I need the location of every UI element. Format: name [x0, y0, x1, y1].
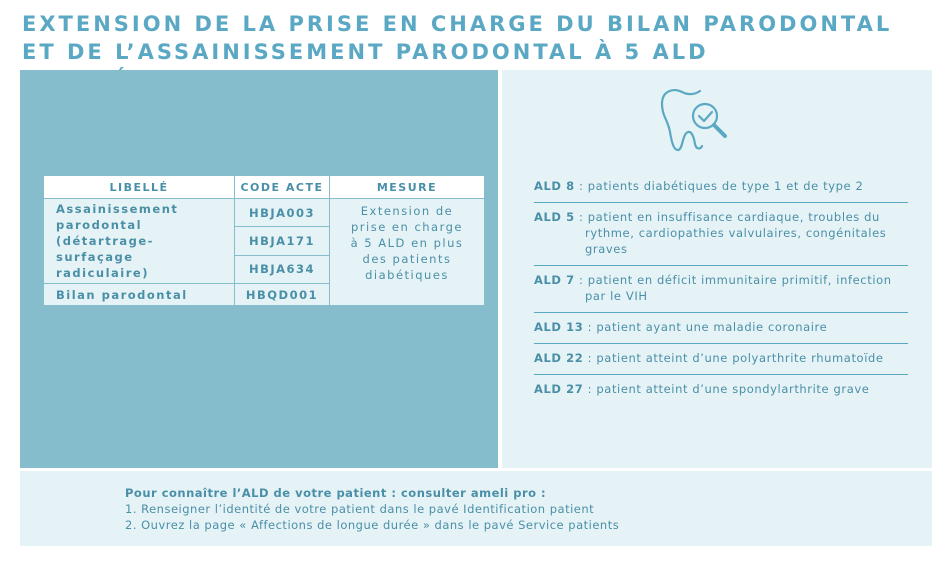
ald-sep: :: [579, 210, 588, 224]
ald-item: [534, 203, 908, 266]
ald-sep: :: [587, 351, 597, 365]
code-acte-cell: HBJA634: [235, 255, 330, 283]
ald-text: patient en insuffisance cardiaque, troubles du: [587, 210, 880, 224]
code-acte-cell: HBQD001: [235, 284, 330, 306]
ald-instructions: [125, 485, 619, 533]
ald-list: [534, 172, 908, 405]
mesure-line: à 5 ALD en plus: [350, 236, 464, 250]
code-acte-cell: HBJA171: [235, 227, 330, 255]
ald-code: ALD 22: [534, 351, 584, 365]
instructions-heading: Pour connaître l’ALD de votre patient : consulter ameli pro :: [125, 486, 547, 500]
header-code-acte: CODE ACTE: [235, 176, 330, 199]
ald-item: [534, 375, 908, 405]
ald-code: ALD 27: [534, 382, 584, 396]
code-acte-cell: HBJA003: [235, 199, 330, 227]
table-header-row: [44, 176, 485, 199]
ald-code: ALD 7: [534, 273, 575, 287]
ald-text: patient atteint d’une spondylarthrite grave: [596, 382, 870, 396]
table-row: [44, 199, 485, 227]
mesure-line: prise en charge: [350, 220, 464, 234]
ald-text: patient en déficit immunitaire primitif, infection: [587, 273, 892, 287]
instructions-step-2: 2. Ouvrez la page « Affections de longue durée » dans le pavé Service patients: [125, 518, 620, 532]
ald-sep: :: [587, 382, 597, 396]
ald-item: [534, 313, 908, 344]
mesure-line: diabétiques: [365, 268, 449, 282]
ald-sep: :: [579, 273, 588, 287]
ald-text: graves: [585, 242, 628, 256]
ald-code: ALD 13: [534, 320, 584, 334]
mesure-line: des patients: [362, 252, 452, 266]
tooth-magnifier-icon: [658, 86, 730, 154]
libelle-bilan: Bilan parodontal: [44, 284, 235, 306]
ald-code: ALD 5: [534, 210, 575, 224]
header-libelle: LIBELLÉ: [44, 176, 235, 199]
mesure-cell: [330, 199, 485, 306]
ald-text: rythme, cardiopathies valvulaires, congénitales: [585, 226, 887, 240]
ald-sep: :: [579, 179, 588, 193]
instructions-step-1: 1. Renseigner l’identité de votre patient dans le pavé Identification patient: [125, 502, 595, 516]
ald-code: ALD 8: [534, 179, 575, 193]
ald-text: par le VIH: [585, 289, 648, 303]
ald-text: patient ayant une maladie coronaire: [596, 320, 828, 334]
title-line-2: ET DE L’ASSAINISSEMENT PARODONTAL À 5 ALD: [22, 40, 709, 64]
header-mesure: MESURE: [330, 176, 485, 199]
ald-sep: :: [587, 320, 597, 334]
libelle-line: surfaçage radiculaire): [56, 250, 149, 280]
libelle-line: Assainissement: [56, 202, 179, 216]
title-line-1: EXTENSION DE LA PRISE EN CHARGE DU BILAN PARODONTAL: [22, 12, 893, 36]
ald-text: patients diabétiques de type 1 et de type 2: [587, 179, 864, 193]
acts-table: [43, 175, 485, 306]
ald-item: [534, 172, 908, 203]
libelle-line: parodontal (détartrage-: [56, 218, 154, 248]
ald-text: patient atteint d’une polyarthrite rhumatoïde: [596, 351, 884, 365]
ald-item: [534, 266, 908, 313]
libelle-assainissement: [44, 199, 235, 284]
ald-item: [534, 344, 908, 375]
mesure-line: Extension de: [360, 204, 454, 218]
